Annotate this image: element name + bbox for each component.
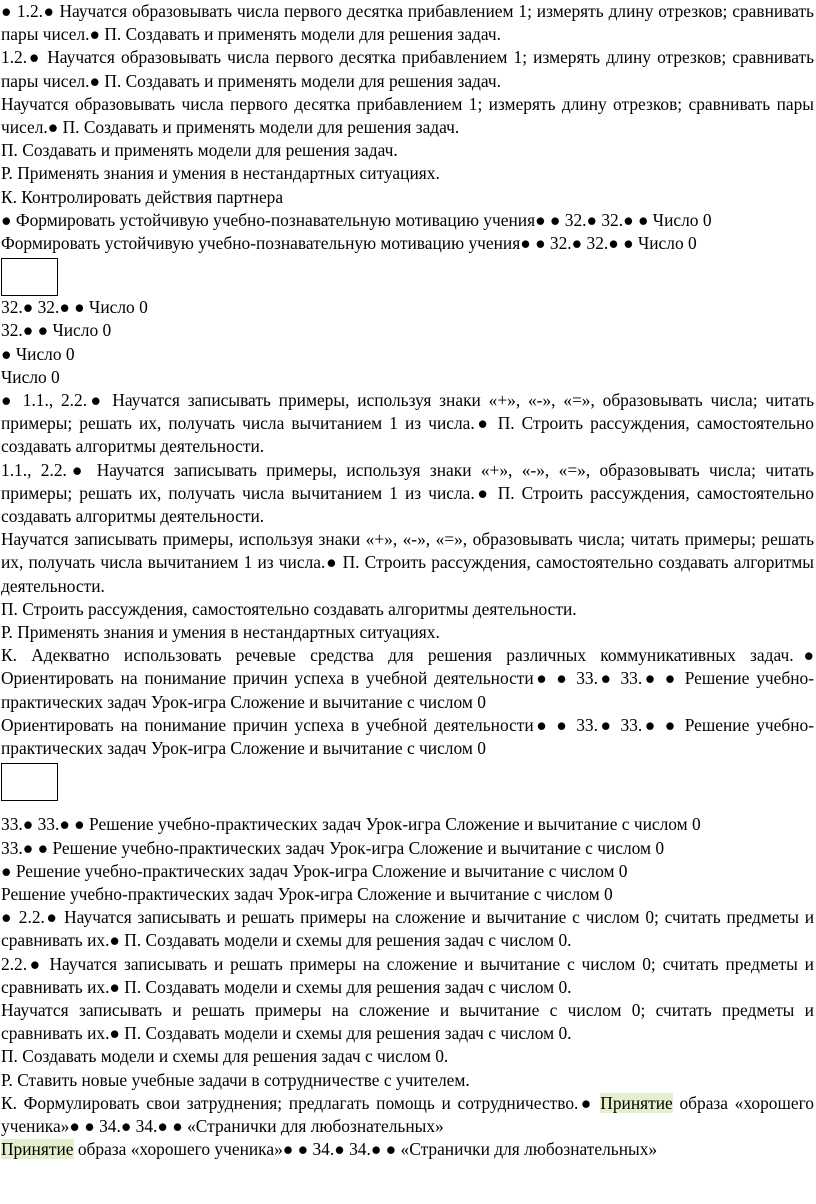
text-line-20: 33.● 33.● ● Решение учебно-практических задач Урок-игра Сложение и вычитание с числом 0 xyxy=(1,814,701,835)
text-block-25: 2.2.● Научатся записывать и решать примеры на сложение и вычитание с числом 0; считать предметы и сравнивать их.● П. Создавать модели и схемы для решения задач с числом 0. xyxy=(1,953,814,997)
text-line-10: 32.● ● Число 0 xyxy=(1,320,112,341)
text-line-6: К. Контролировать действия партнера xyxy=(1,186,284,207)
text-block-1: ● 1.2.● Научатся образовывать числа первого десятка прибавлением 1; измерять длину отрезков; сравнивать пары чисел.● П. Создавать и применять модели для решения задач. xyxy=(1,1,814,45)
text-line-30 xyxy=(0,1138,816,1161)
text-block-15: Научатся записывать примеры, используя знаки «+», «-», «=», образовывать числа; читать примеры; решать их, получать числа вычитанием 1 из числа.● П. Строить рассуждения, самостоятельно создавать алгоритмы деятельности. xyxy=(1,529,814,596)
text-block-18: К. Адекватно использовать речевые средства для решения различных коммуникативных задач.● Ориентировать на понимание причин успеха в учебной деятельности● ● 33.● 33.● ● Решение учебно-практических задач Урок-игра Сложение и вычитание с числом 0 xyxy=(1,645,814,712)
highlighted-text: Принятие xyxy=(1,1139,74,1160)
text-line-11: ● Число 0 xyxy=(1,343,75,364)
text-line-28: Р. Ставить новые учебные задачи в сотрудничестве с учителем. xyxy=(1,1069,470,1090)
text-block-14: 1.1., 2.2.● Научатся записывать примеры, используя знаки «+», «-», «=», образовывать числа; читать примеры; решать их, получать числа вычитанием 1 из числа.● П. Строить рассуждения, самостоятельно создавать алгоритмы деятельности. xyxy=(1,459,814,527)
text-block-19: Ориентировать на понимание причин успеха в учебной деятельности● ● 33.● 33.● ● Решение учебно-практических задач Урок-игра Сложение и вычитание с числом 0 xyxy=(1,714,814,759)
highlighted-text: Принятие xyxy=(600,1092,673,1113)
empty-cell-box xyxy=(1,763,58,801)
text-block-2: 1.2.● Научатся образовывать числа первого десятка прибавлением 1; измерять длину отрезков; сравнивать пары чисел.● П. Создавать и применять модели для решения задач. xyxy=(1,47,814,91)
text-block-24: ● 2.2.● Научатся записывать и решать примеры на сложение и вычитание с числом 0; считать предметы и сравнивать их.● П. Создавать модели и схемы для решения задач с числом 0. xyxy=(1,907,814,951)
text-block-7: ● Формировать устойчивую учебно-познавательную мотивацию учения● ● 32.● 32.● ● Число 0 xyxy=(1,209,712,230)
text-block-13: ● 1.1., 2.2.● Научатся записывать примеры, используя знаки «+», «-», «=», образовывать числа; читать примеры; решать их, получать числа вычитанием 1 из числа.● П. Строить рассуждения, самостоятельно создавать алгоритмы деятельности. xyxy=(1,390,814,457)
text-line-23: Решение учебно-практических задач Урок-игра Сложение и вычитание с числом 0 xyxy=(1,883,613,904)
text-span: образа «хорошего ученика»● ● 34.● 34.● ● «Странички для любознательных» xyxy=(1,1092,815,1136)
text-span: образа «хорошего ученика»● ● 34.● 34.● ● «Странички для любознательных» xyxy=(73,1139,658,1160)
text-block-26: Научатся записывать и решать примеры на сложение и вычитание с числом 0; считать предметы и сравнивать их.● П. Создавать модели и схемы для решения задач с числом 0. xyxy=(1,999,814,1044)
text-line-5: Р. Применять знания и умения в нестандартных ситуациях. xyxy=(1,163,440,184)
text-line-22: ● Решение учебно-практических задач Урок-игра Сложение и вычитание с числом 0 xyxy=(1,860,628,881)
empty-cell-box xyxy=(1,258,58,296)
text-block-3: Научатся образовывать числа первого десятка прибавлением 1; измерять длину отрезков; сравнивать пары чисел.● П. Создавать и применять модели для решения задач. xyxy=(1,93,814,138)
text-line-9: 32.● 32.● ● Число 0 xyxy=(1,297,148,318)
text-line-21: 33.● ● Решение учебно-практических задач Урок-игра Сложение и вычитание с числом 0 xyxy=(1,837,665,858)
text-line-12: Число 0 xyxy=(1,366,60,387)
text-line-27: П. Создавать модели и схемы для решения задач с числом 0. xyxy=(1,1046,449,1067)
text-block-29 xyxy=(0,1092,816,1138)
text-line-4: П. Создавать и применять модели для решения задач. xyxy=(1,140,398,161)
text-span: К. Формулировать свои затруднения; предлагать помощь и сотрудничество.● xyxy=(1,1092,601,1113)
text-line-17: Р. Применять знания и умения в нестандартных ситуациях. xyxy=(1,622,440,643)
text-line-16: П. Строить рассуждения, самостоятельно создавать алгоритмы деятельности. xyxy=(1,598,577,619)
text-line-8: Формировать устойчивую учебно-познавательную мотивацию учения● ● 32.● 32.● ● Число 0 xyxy=(1,233,697,254)
